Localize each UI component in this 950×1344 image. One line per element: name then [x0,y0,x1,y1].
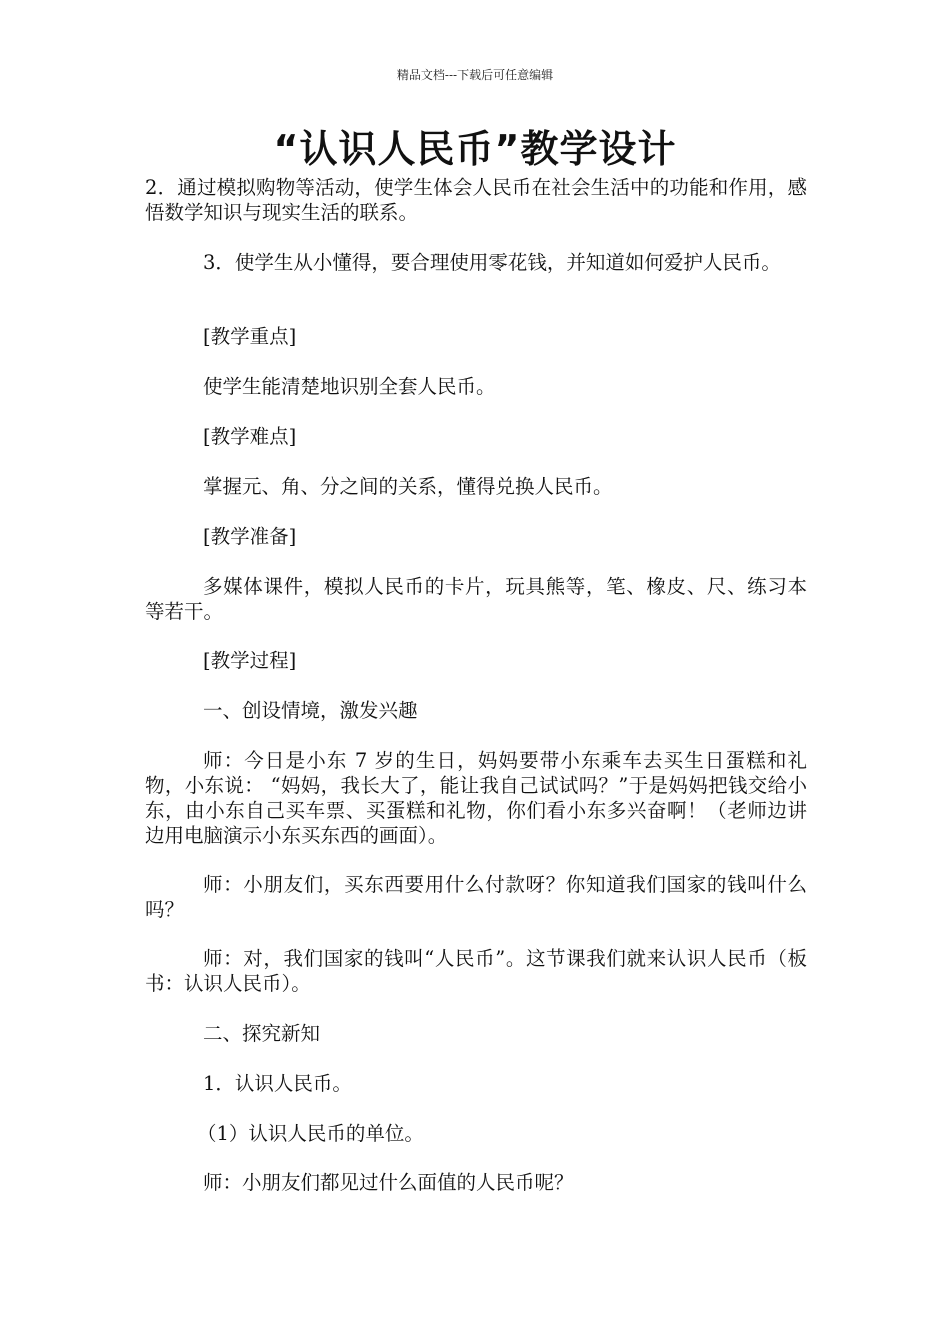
subheading-situation: 一、创设情境，激发兴趣 [203,699,418,722]
paragraph-teacher-story: 师：今日是小东 7 岁的生日，妈妈要带小东乘车去买生日蛋糕和礼物，小东说： “妈妈，我长大了，能让我自己试试吗？”于是妈妈把钱交给小东，由小东自己买车票、买蛋糕和礼物，你们看小东多兴奋啊！（老师边讲边用电脑演示小东买东西的画面）。 [145,749,807,847]
paragraph-goal-3: 3．使学生从小懂得，要合理使用零花钱，并知道如何爱护人民币。 [203,251,781,274]
header-note: 精品文档---下载后可任意编辑 [396,68,554,82]
section-heading-process: [教学过程] [203,649,297,672]
paragraph-teacher-question: 师：小朋友们，买东西要用什么付款呀？你知道我们国家的钱叫什么吗？ [145,873,807,921]
paragraph-goal-2: 2．通过模拟购物等活动，使学生体会人民币在社会生活中的功能和作用，感悟数学知识与现实生活的联系。 [145,176,807,224]
paragraph-key-points: 使学生能清楚地识别全套人民币。 [203,375,496,398]
subheading-explore: 二、探究新知 [203,1022,321,1045]
section-heading-difficulties: [教学难点] [203,425,297,448]
list-item-recognize-units: （1）认识人民币的单位。 [197,1122,424,1145]
paragraph-preparation: 多媒体课件，模拟人民币的卡片，玩具熊等，笔、橡皮、尺、练习本等若干。 [145,575,807,623]
document-title: “认识人民币”教学设计 [273,127,677,171]
section-heading-key-points: [教学重点] [203,325,297,348]
paragraph-difficulties: 掌握元、角、分之间的关系，懂得兑换人民币。 [203,475,613,498]
paragraph-teacher-answer: 师：对，我们国家的钱叫“人民币”。这节课我们就来认识人民币（板书：认识人民币）。 [145,947,807,995]
paragraph-teacher-denominations: 师：小朋友们都见过什么面值的人民币呢？ [203,1171,574,1194]
list-item-recognize-rmb: 1．认识人民币。 [203,1072,352,1095]
section-heading-preparation: [教学准备] [203,525,297,548]
